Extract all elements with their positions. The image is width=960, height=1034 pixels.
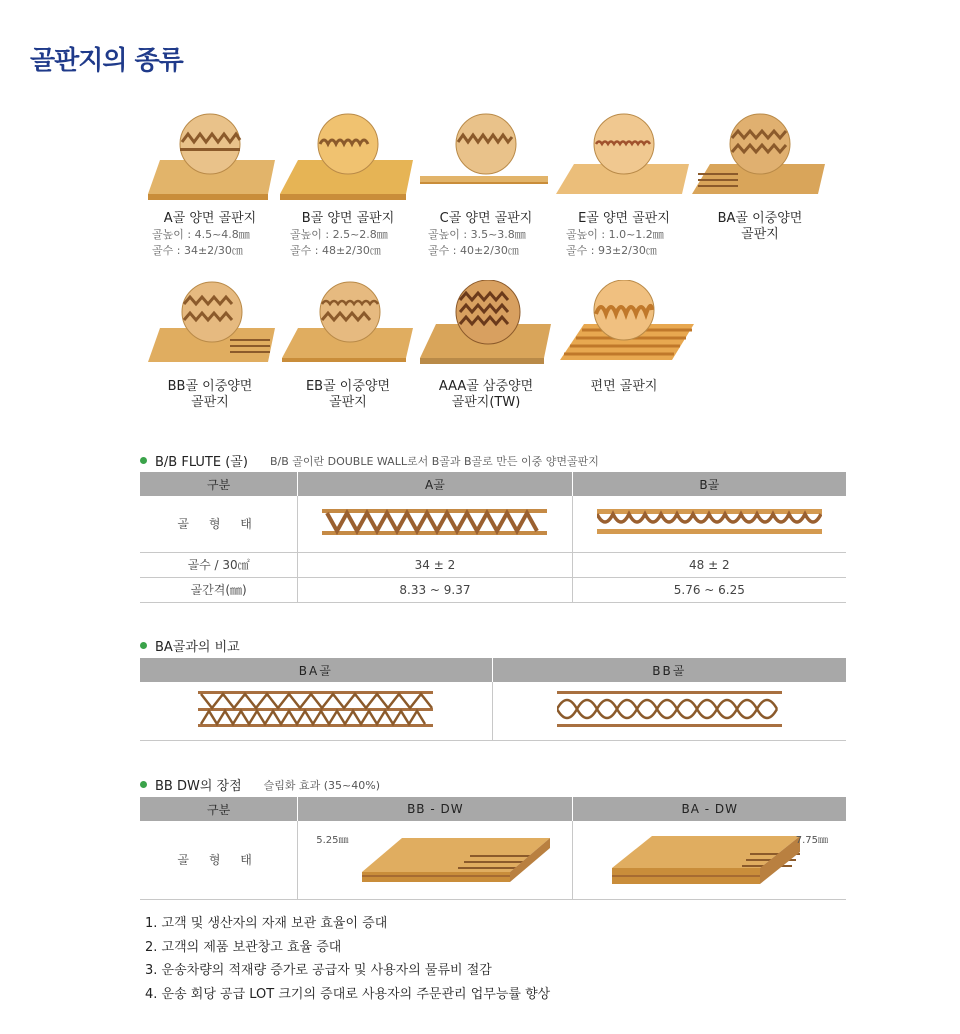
bb-flute-shape (492, 682, 846, 740)
product-image (690, 112, 830, 207)
product-height: 골높이 : 4.5~4.8㎜ (152, 228, 250, 241)
list-item: 2. 고객의 제품 보관창고 효율 증대 (145, 939, 342, 955)
product-height: 골높이 : 2.5~2.8㎜ (290, 228, 388, 241)
section-title: B/B FLUTE (골) (155, 455, 248, 470)
merit-table (140, 797, 846, 900)
ba-flute-shape (140, 682, 492, 740)
table-row (140, 496, 846, 552)
row-label: 골간격(㎜) (140, 577, 298, 602)
section-merit-header (140, 775, 380, 794)
product-image (416, 112, 556, 207)
row-label: 골 형 태 (140, 496, 298, 552)
cell: 5.76 ~ 6.25 (572, 577, 846, 602)
bullet-icon (140, 457, 147, 464)
section-title: BA골과의 비교 (155, 640, 240, 655)
section-subtitle: B/B 골이란 DOUBLE WALL로서 B골과 B골로 만든 이중 양면골판지 (269, 454, 599, 468)
product-a-flute (140, 112, 280, 259)
product-name: AAA골 삼중양면 골판지(TW) (438, 379, 534, 410)
row-label: 골수 / 30㎠ (140, 552, 298, 577)
product-image (278, 112, 418, 207)
section-subtitle: 슬림화 효과 (35~40%) (263, 778, 381, 792)
table-header: BB골 (492, 658, 846, 682)
product-image (554, 112, 694, 207)
section-compare-header (140, 636, 240, 655)
product-image (416, 280, 556, 375)
page-title: 골판지의 종류 (30, 46, 183, 76)
product-image (278, 280, 418, 375)
product-c-flute (416, 112, 556, 259)
product-single-face (554, 280, 694, 395)
list-item: 3. 운송차량의 적재량 증가로 공급자 및 사용자의 물류비 절감 (145, 963, 492, 978)
table-header: BB - DW (298, 797, 573, 821)
table-header: BA - DW (573, 797, 846, 821)
cell: 48 ± 2 (572, 552, 846, 577)
product-b-flute (278, 112, 418, 259)
table-row (140, 821, 846, 899)
product-count: 골수 : 93±2/30㎝ (566, 244, 657, 257)
table-row (140, 682, 846, 740)
product-image (140, 112, 280, 207)
product-name: C골 양면 골판지 (439, 211, 533, 226)
list-item: 1. 고객 및 생산자의 자재 보관 효율이 증대 (145, 916, 388, 931)
product-count: 골수 : 34±2/30㎝ (152, 244, 243, 257)
product-bb-flute (140, 280, 280, 411)
b-flute-shape (572, 496, 846, 552)
table-row (140, 552, 846, 577)
dimension-label: 5.25㎜ (316, 835, 349, 846)
flute-table (140, 472, 846, 603)
product-height: 골높이 : 1.0~1.2㎜ (566, 228, 664, 241)
table-header: B골 (572, 472, 846, 496)
product-height: 골높이 : 3.5~3.8㎜ (428, 228, 526, 241)
product-name: BA골 이중양면 골판지 (717, 211, 803, 242)
dimension-label: 7.75㎜ (795, 835, 828, 846)
product-image (140, 280, 280, 375)
table-header: BA골 (140, 658, 492, 682)
list-item: 4. 운송 회당 공급 LOT 크기의 증대로 사용자의 주문관리 업무능률 향상 (145, 986, 551, 1002)
table-header: 구분 (140, 472, 298, 496)
section-title: BB DW의 장점 (155, 779, 242, 794)
table-header: A골 (298, 472, 572, 496)
bullet-icon (140, 642, 147, 649)
product-ba-flute (690, 112, 830, 243)
product-image (554, 280, 694, 375)
product-eb-flute (278, 280, 418, 411)
bullet-icon (140, 781, 147, 788)
table-row (140, 577, 846, 602)
row-label: 골 형 태 (140, 821, 298, 899)
product-name: 편면 골판지 (590, 379, 658, 394)
cell: 34 ± 2 (298, 552, 572, 577)
product-name: E골 양면 골판지 (578, 211, 670, 226)
product-name: A골 양면 골판지 (163, 211, 257, 226)
compare-table (140, 658, 846, 741)
product-e-flute (554, 112, 694, 259)
a-flute-shape (298, 496, 572, 552)
product-name: EB골 이중양면 골판지 (305, 379, 391, 410)
section-flute-header (140, 451, 599, 470)
benefits-list (145, 912, 550, 1006)
table-header: 구분 (140, 797, 298, 821)
product-aaa-flute (416, 280, 556, 411)
cell: 8.33 ~ 9.37 (298, 577, 572, 602)
product-name: BB골 이중양면 골판지 (167, 379, 253, 410)
bb-dw-shape (298, 821, 573, 899)
ba-dw-shape (573, 821, 846, 899)
product-name: B골 양면 골판지 (301, 211, 395, 226)
product-count: 골수 : 48±2/30㎝ (290, 244, 381, 257)
product-count: 골수 : 40±2/30㎝ (428, 244, 519, 257)
